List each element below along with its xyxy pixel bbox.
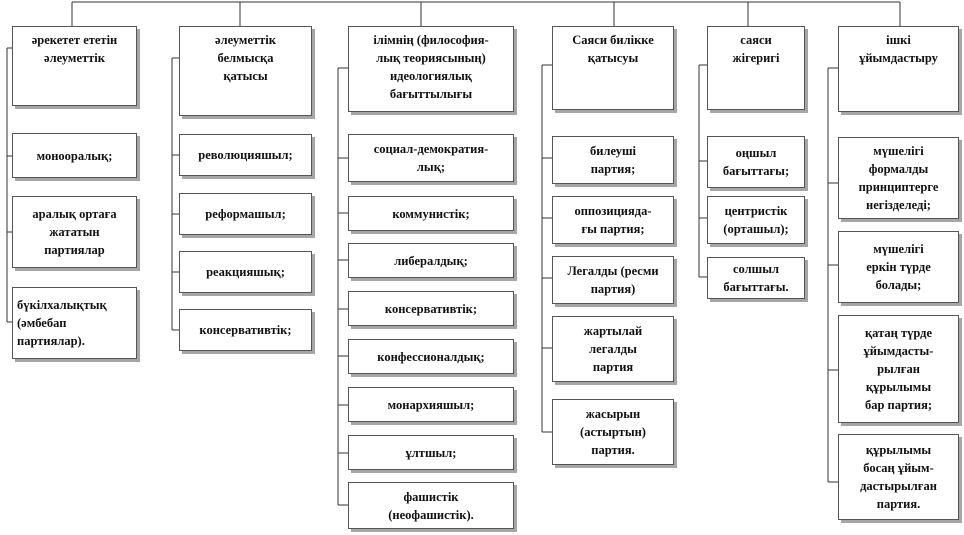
category-header-2: әлеуметтік белмысқа қатысы <box>179 26 312 116</box>
category-item: конфессионалдық; <box>348 339 514 374</box>
category-header-4: Саяси билікке қатысуы <box>552 26 674 110</box>
category-item: билеуші партия; <box>552 136 674 184</box>
category-item: либералдық; <box>348 243 514 278</box>
category-item: құрылымы босаң ұйым- дастырылған партия. <box>838 434 959 520</box>
category-item: консервативтік; <box>179 309 312 351</box>
category-item: ұлтшыл; <box>348 435 514 470</box>
category-item: қатаң түрде ұйымдасты- рылған құрылымы бар партия; <box>838 315 959 423</box>
category-item: консервативтік; <box>348 291 514 326</box>
category-item: революцияшыл; <box>179 134 312 176</box>
category-item: реформашыл; <box>179 193 312 235</box>
category-item: оппозицияда- ғы партия; <box>552 196 674 244</box>
category-item: солшыл бағыттағы. <box>707 257 805 299</box>
category-header-3: ілімнің (философия- лық теориясының) идеологиялық бағыттылығы <box>348 26 514 112</box>
category-item: оңшыл бағыттағы; <box>707 136 805 188</box>
category-item: монархияшыл; <box>348 387 514 422</box>
category-item: монооралық; <box>12 133 137 178</box>
category-item: фашистік (неофашистік). <box>348 482 514 529</box>
category-item: центристік (орташыл); <box>707 196 805 244</box>
category-item: реакцияшық; <box>179 251 312 293</box>
category-item: коммунистік; <box>348 196 514 231</box>
category-header-5: саяси жігеригі <box>707 26 805 110</box>
category-item: жартылай легалды партия <box>552 316 674 382</box>
category-item: жасырын (астыртын) партия. <box>552 399 674 465</box>
category-item: мүшелігі формалды принциптерге негізделеді; <box>838 137 959 219</box>
category-item: аралық ортаға жататын партиялар <box>12 196 137 268</box>
category-item: Легалды (ресми партия) <box>552 256 674 304</box>
category-item: социал-демократия- лық; <box>348 134 514 182</box>
category-header-1: әрекетет ететін әлеуметтік <box>12 26 137 106</box>
category-item: мүшелігі еркін түрде болады; <box>838 231 959 303</box>
category-header-6: ішкі ұйымдастыру <box>838 26 959 112</box>
category-item: бүкілхалықтық (әмбебап партиялар). <box>12 287 137 359</box>
